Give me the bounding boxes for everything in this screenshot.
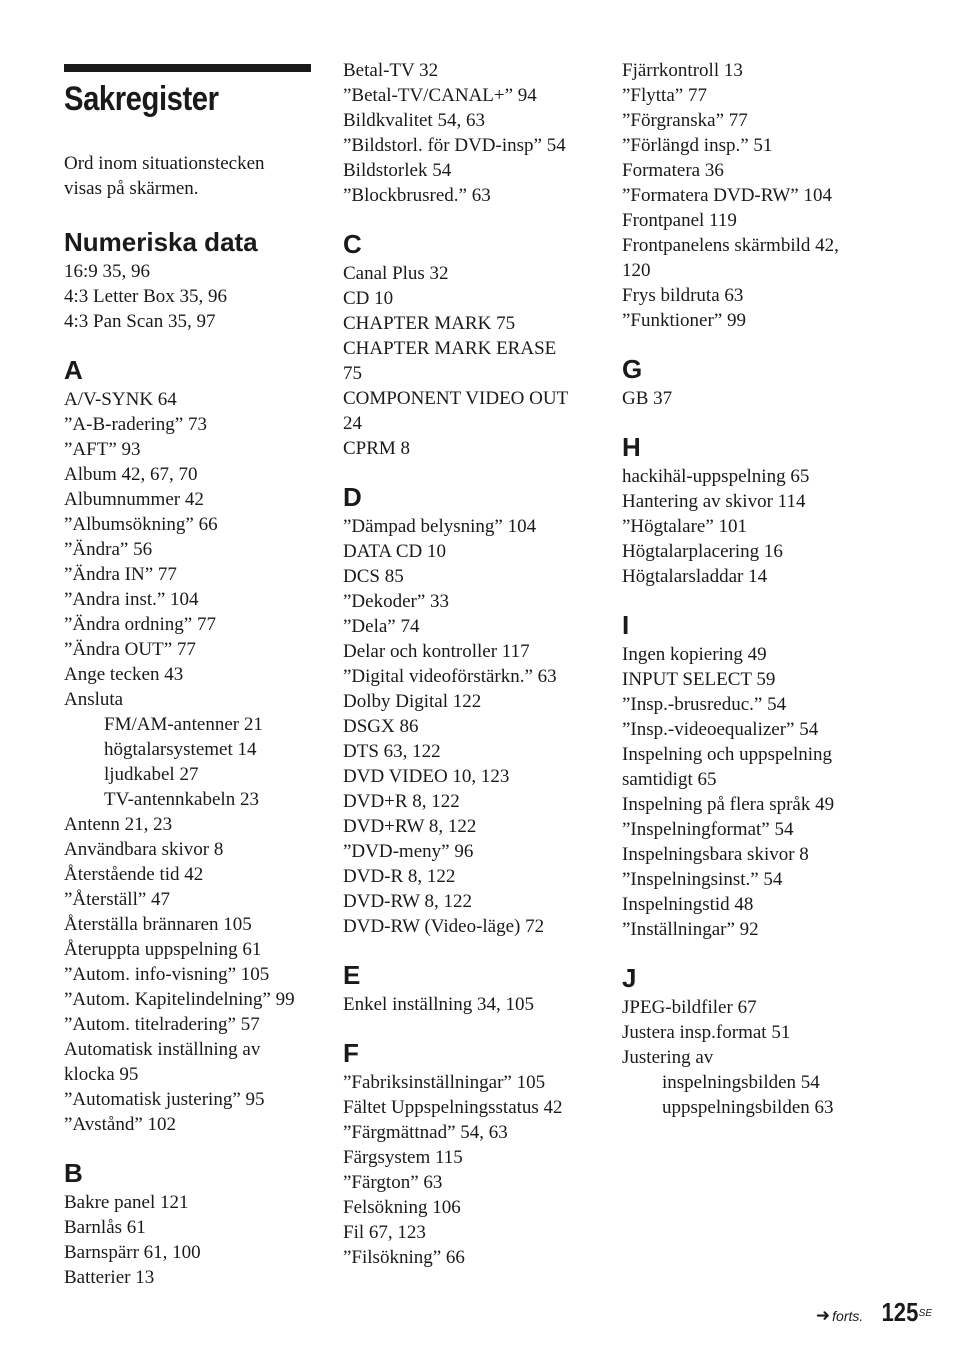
index-entry: DVD+R 8, 122 [343,791,460,812]
section-heading: B [64,1158,83,1188]
index-entry: 16:9 35, 96 [64,261,151,282]
index-entry: Inspelningstid 48 [622,894,754,915]
index-entry: ”Autom. titelradering” 57 [64,1014,260,1035]
index-entry: ”Återställ” 47 [64,889,171,910]
index-entry: Hantering av skivor 114 [622,491,806,512]
index-entry: ”Färgmättnad” 54, 63 [343,1122,508,1143]
index-entry: Ansluta [64,689,124,710]
index-entry: ”Ändra” 56 [64,539,153,560]
index-entry: Frontpanelens skärmbild 42, 120 [622,235,839,281]
section-heading: C [343,229,362,259]
index-entry: Frys bildruta 63 [622,285,744,306]
index-entry: ”Ändra ordning” 77 [64,614,216,635]
index-entry: ”Formatera DVD-RW” 104 [622,185,832,206]
index-subentry: TV-antennkabeln 23 [104,789,259,810]
index-entry: ”Andra inst.” 104 [64,589,199,610]
index-entry: ”Automatisk justering” 95 [64,1089,265,1110]
index-entry: hackihäl-uppspelning 65 [622,466,810,487]
index-entry: Högtalarsladdar 14 [622,566,768,587]
index-entry: Batterier 13 [64,1267,155,1288]
index-entry: ”Fabriksinställningar” 105 [343,1072,546,1093]
index-list [622,58,922,1120]
index-entry: INPUT SELECT 59 [622,669,776,690]
index-entry: ”Autom. Kapitelindelning” 99 [64,989,295,1010]
title-rule [64,64,311,72]
index-entry: ”Inställningar” 92 [622,919,759,940]
index-entry: DATA CD 10 [343,541,446,562]
index-entry: Album 42, 67, 70 [64,464,198,485]
index-entry: DSGX 86 [343,716,419,737]
index-column-2 [343,58,605,1270]
index-entry: Formatera 36 [622,160,724,181]
index-entry: DCS 85 [343,566,404,587]
index-entry: ”DVD-meny” 96 [343,841,474,862]
continued-label: forts. [832,1308,864,1324]
index-entry: Canal Plus 32 [343,263,449,284]
index-subentry: uppspelningsbilden 63 [662,1097,834,1118]
index-entry: ”Blockbrusred.” 63 [343,185,491,206]
section-heading: D [343,482,362,512]
index-subentry: FM/AM-antenner 21 [104,714,263,735]
index-entry: ”Förgranska” 77 [622,110,748,131]
index-entry: ”Inspelningformat” 54 [622,819,794,840]
index-entry: DVD-RW (Video-läge) 72 [343,916,545,937]
index-entry: ”Filsökning” 66 [343,1247,465,1268]
index-entry: ”Ändra IN” 77 [64,564,177,585]
index-entry: Enkel inställning 34, 105 [343,994,535,1015]
section-heading: F [343,1038,359,1068]
index-list [64,227,316,1290]
section-heading: J [622,963,637,993]
index-entry: ”Flytta” 77 [622,85,707,106]
index-entry: JPEG-bildfiler 67 [622,997,757,1018]
index-entry: ”Avstånd” 102 [64,1114,177,1135]
index-entry: Inspelning och uppspelning samtidigt 65 [622,744,833,790]
index-list [343,58,605,1270]
index-subentry: inspelningsbilden 54 [662,1072,820,1093]
index-entry: DTS 63, 122 [343,741,441,762]
index-entry: DVD+RW 8, 122 [343,816,477,837]
index-entry: ”Dela” 74 [343,616,420,637]
index-entry: Betal-TV 32 [343,60,439,81]
index-entry: Inspelningsbara skivor 8 [622,844,809,865]
index-entry: Inspelning på flera språk 49 [622,794,835,815]
index-entry: GB 37 [622,388,673,409]
index-entry: Bildkvalitet 54, 63 [343,110,485,131]
index-entry: ”Digital videoförstärkn.” 63 [343,666,557,687]
index-subentry: ljudkabel 27 [104,764,199,785]
index-entry: 4:3 Letter Box 35, 96 [64,286,228,307]
section-heading: H [622,432,641,462]
index-column-1 [64,58,316,1290]
index-entry: Färgsystem 115 [343,1147,463,1168]
index-entry: Justera insp.format 51 [622,1022,791,1043]
index-entry: Återställa brännaren 105 [64,914,252,935]
index-entry: Fil 67, 123 [343,1222,426,1243]
index-entry: ”Betal-TV/CANAL+” 94 [343,85,537,106]
index-entry: Användbara skivor 8 [64,839,224,860]
index-entry: ”Färgton” 63 [343,1172,443,1193]
section-heading: Numeriska data [64,227,258,257]
index-entry: ”A-B-radering” 73 [64,414,207,435]
index-entry: DVD VIDEO 10, 123 [343,766,510,787]
page-number: 125 [881,1297,919,1327]
index-entry: CPRM 8 [343,438,411,459]
index-entry: ”Dämpad belysning” 104 [343,516,537,537]
section-heading: G [622,354,643,384]
index-column-3 [622,58,922,1120]
index-entry: Antenn 21, 23 [64,814,173,835]
index-entry: Justering av [622,1047,714,1068]
index-entry: DVD-RW 8, 122 [343,891,472,912]
section-heading: E [343,960,361,990]
index-entry: ”Inspelningsinst.” 54 [622,869,783,890]
index-entry: Bakre panel 121 [64,1192,189,1213]
page-number-suffix: SE [918,1308,932,1319]
index-entry: ”Högtalare” 101 [622,516,748,537]
index-entry: A/V-SYNK 64 [64,389,177,410]
index-entry: CD 10 [343,288,394,309]
page-title: Sakregister [64,80,219,118]
index-entry: CHAPTER MARK 75 [343,313,516,334]
index-entry: DVD-R 8, 122 [343,866,456,887]
index-entry: Ingen kopiering 49 [622,644,767,665]
page-footer [816,1298,932,1326]
index-entry: 4:3 Pan Scan 35, 97 [64,311,216,332]
index-entry: Återuppta uppspelning 61 [64,939,262,960]
index-entry: Delar och kontroller 117 [343,641,530,662]
index-entry: Bildstorlek 54 [343,160,452,181]
index-entry: ”AFT” 93 [64,439,141,460]
index-entry: Högtalarplacering 16 [622,541,783,562]
index-entry: Fältet Uppspelningsstatus 42 [343,1097,563,1118]
index-entry: Dolby Digital 122 [343,691,482,712]
index-entry: CHAPTER MARK ERASE 75 [343,338,557,384]
section-heading: A [64,355,83,385]
index-entry: Återstående tid 42 [64,864,204,885]
intro-text: Ord inom situationstecken visas på skärmen. [64,153,265,199]
index-entry: Ange tecken 43 [64,664,184,685]
index-entry: Fjärrkontroll 13 [622,60,743,81]
index-entry: ”Autom. info-visning” 105 [64,964,270,985]
index-entry: COMPONENT VIDEO OUT 24 [343,388,569,434]
index-entry: Barnspärr 61, 100 [64,1242,201,1263]
index-entry: Felsökning 106 [343,1197,461,1218]
index-subentry: högtalarsystemet 14 [104,739,257,760]
section-heading: I [622,610,630,640]
index-entry: ”Funktioner” 99 [622,310,747,331]
index-entry: Barnlås 61 [64,1217,146,1238]
index-entry: ”Dekoder” 33 [343,591,450,612]
arrow-right-icon: ➜ [815,1306,831,1326]
index-entry: ”Insp.-brusreduc.” 54 [622,694,787,715]
index-entry: ”Ändra OUT” 77 [64,639,196,660]
index-entry: ”Förlängd insp.” 51 [622,135,773,156]
index-entry: Albumnummer 42 [64,489,204,510]
index-entry: ”Albumsökning” 66 [64,514,218,535]
index-entry: Frontpanel 119 [622,210,737,231]
index-entry: Automatisk inställning av klocka 95 [64,1039,261,1085]
index-entry: ”Insp.-videoequalizer” 54 [622,719,819,740]
index-entry: ”Bildstorl. för DVD-insp” 54 [343,135,566,156]
